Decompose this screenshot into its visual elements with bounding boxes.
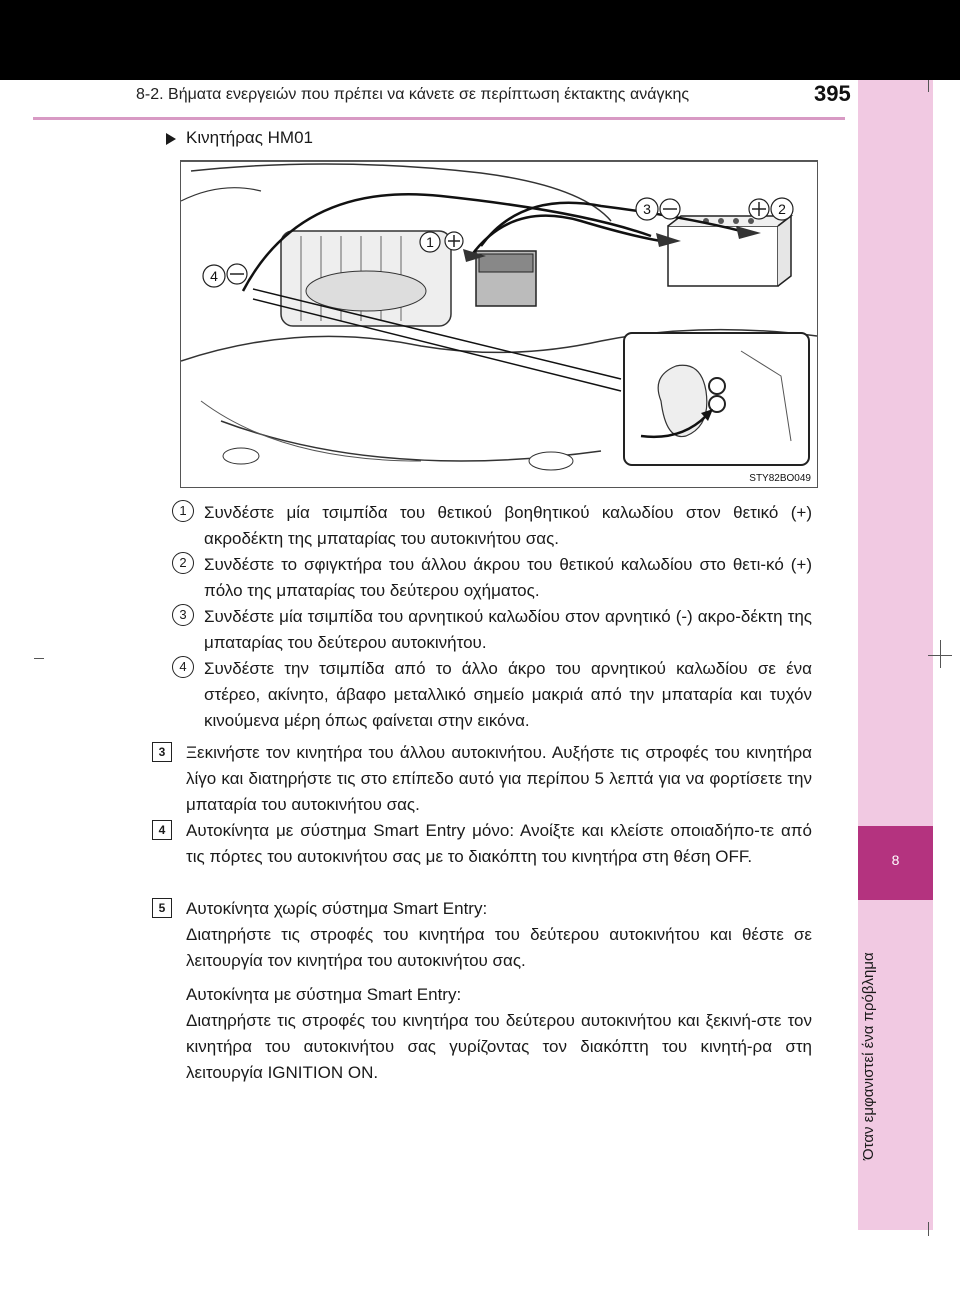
crop-mark bbox=[928, 1222, 929, 1236]
callout-4-label: 4 bbox=[210, 268, 218, 284]
substep-3 bbox=[172, 604, 812, 656]
callout-4 bbox=[203, 264, 247, 287]
step-3 bbox=[152, 740, 812, 818]
header-divider bbox=[33, 117, 845, 120]
step-number: 3 bbox=[152, 742, 172, 762]
triangle-bullet-icon bbox=[166, 133, 176, 145]
crop-mark bbox=[928, 80, 929, 92]
step-4 bbox=[152, 818, 812, 870]
substep-number: 1 bbox=[172, 500, 194, 522]
step-paragraph: Αυτοκίνητα χωρίς σύστημα Smart Entry: Διατηρήστε τις στροφές του κινητήρα του δεύτερου αυτοκινήτου και θέστε σε λειτουργία τον κινητήρα του αυτοκινήτου σας. bbox=[186, 899, 812, 970]
step-paragraph: Ξεκινήστε τον κινητήρα του άλλου αυτοκινήτου. Αυξήστε τις στροφές του κινητήρα λίγο και διατηρήστε τις στο επίπεδο αυτό για περίπου 5 λεπτά για να φορτίσετε την μπαταρία του αυτοκινήτου σας. bbox=[186, 743, 812, 814]
crop-mark bbox=[940, 640, 941, 668]
top-black-bar bbox=[0, 0, 960, 80]
callout-1-label: 1 bbox=[426, 234, 434, 250]
substep-text: Συνδέστε την τσιμπίδα από το άλλο άκρο του αρνητικού καλωδίου σε ένα στέρεο, ακίνητο, άβαφο μεταλλικό σημείο μακριά από την μπαταρία και τυχόν κινούμενα μέρη όπως φαίνεται στην εικόνα. bbox=[204, 659, 812, 730]
substep-2 bbox=[172, 552, 812, 604]
engine-subheading bbox=[166, 128, 313, 148]
chapter-number: 8 bbox=[891, 852, 900, 868]
step-paragraph: Αυτοκίνητα με σύστημα Smart Entry μόνο: Ανοίξτε και κλείστε οποιαδήπο-τε από τις πόρτες του αυτοκινήτου σας με το διακόπτη του κινητήρα στη θέση OFF. bbox=[186, 821, 812, 866]
engine-bay-illustration bbox=[181, 161, 817, 487]
substep-1 bbox=[172, 500, 812, 552]
substep-text: Συνδέστε μία τσιμπίδα του θετικού βοηθητικού καλωδίου στον θετικό (+) ακροδέκτη της μπαταρίας του αυτοκινήτου σας. bbox=[204, 503, 812, 548]
jump-start-figure bbox=[180, 160, 818, 488]
substep-text: Συνδέστε το σφιγκτήρα του άλλου άκρου του θετικού καλωδίου στο θετι-κό (+) πόλο της μπαταρίας του δεύτερου οχήματος. bbox=[204, 555, 812, 600]
callout-3 bbox=[636, 198, 680, 220]
substep-number: 3 bbox=[172, 604, 194, 626]
page-number: 395 bbox=[814, 81, 851, 106]
figure-code: STY82BO049 bbox=[749, 473, 811, 484]
substep-4 bbox=[172, 656, 812, 734]
callout-3-label: 3 bbox=[643, 201, 651, 217]
step-5 bbox=[152, 896, 812, 1086]
step-paragraph: Αυτοκίνητα με σύστημα Smart Entry: Διατηρήστε τις στροφές του κινητήρα του δεύτερου αυτοκινήτου και ξεκινή-στε τον κινητήρα του αυτοκινήτου σας γυρίζοντας τον διακόπτη του κινητή-ρα στη λειτουργία IGNITION ON. bbox=[186, 985, 812, 1082]
subheading-text: Κινητήρας HM01 bbox=[186, 128, 314, 147]
callout-2-label: 2 bbox=[778, 201, 786, 217]
substep-number: 4 bbox=[172, 656, 194, 678]
substep-number: 2 bbox=[172, 552, 194, 574]
substep-text: Συνδέστε μία τσιμπίδα του αρνητικού καλωδίου στον αρνητικό (-) ακρο-δέκτη της μπαταρίας του δεύτερου αυτοκινήτου. bbox=[204, 607, 812, 652]
section-title: 8-2. Βήματα ενεργειών που πρέπει να κάνετε σε περίπτωση έκτακτης ανάγκης bbox=[136, 86, 690, 103]
step-number: 4 bbox=[152, 820, 172, 840]
step-number: 5 bbox=[152, 898, 172, 918]
crop-mark bbox=[34, 658, 44, 659]
chapter-title: Όταν εμφανιστεί ένα πρόβλημα bbox=[860, 952, 877, 1160]
